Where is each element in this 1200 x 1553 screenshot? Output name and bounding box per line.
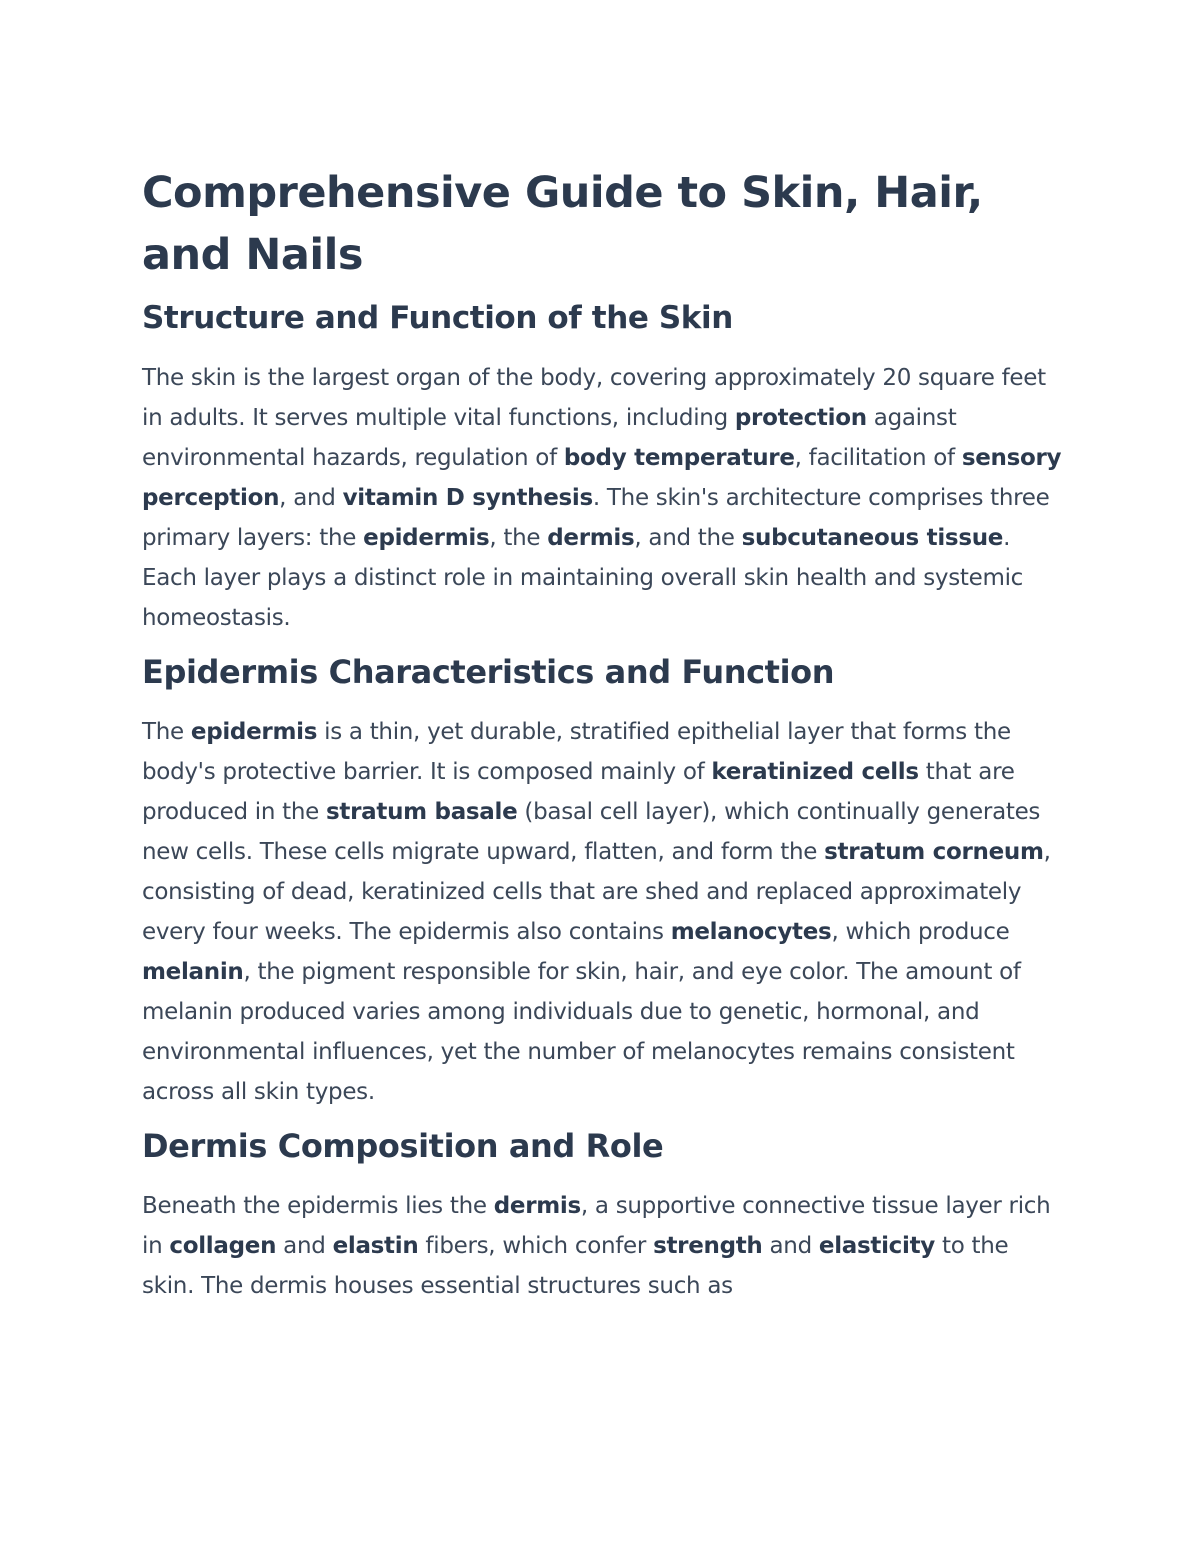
paragraph-text: fibers, which confer	[418, 1233, 654, 1259]
bold-term: dermis	[493, 1193, 581, 1219]
paragraph-text: that are produced in the	[142, 759, 1015, 825]
paragraph-text: , which produce	[831, 919, 1010, 945]
bold-term: epidermis	[190, 719, 318, 745]
bold-term: stratum basale	[326, 799, 518, 825]
paragraph-text: (basal cell layer), which continually generates new cells. These cells migrate upward, flatten, and form the	[142, 799, 1041, 865]
bold-term: melanocytes	[670, 919, 832, 945]
bold-term: strength	[653, 1233, 763, 1259]
bold-term: sensory perception	[142, 445, 1062, 511]
section-paragraph-skin-structure	[142, 358, 1062, 638]
paragraph-text: , and the	[634, 525, 742, 551]
document-page	[142, 162, 1062, 1318]
bold-term: epidermis	[363, 525, 490, 551]
paragraph-text: , consisting of dead, keratinized cells that are shed and replaced approximately every four weeks. The epidermis also contains	[142, 839, 1051, 945]
bold-term: subcutaneous tissue	[741, 525, 1004, 551]
paragraph-text: , and	[279, 485, 343, 511]
paragraph-text: , the	[489, 525, 548, 551]
paragraph-text: The skin is the largest organ of the body, covering approximately 20 square feet in adults. It serves multiple vital functions, including	[142, 365, 1046, 431]
paragraph-text: Beneath the epidermis lies the	[142, 1193, 494, 1219]
section-paragraph-dermis	[142, 1186, 1062, 1306]
paragraph-text: . Each layer plays a distinct role in maintaining overall skin health and systemic homeostasis.	[142, 525, 1024, 631]
paragraph-text: against environmental hazards, regulation of	[142, 405, 957, 471]
paragraph-text: , the pigment responsible for skin, hair, and eye color. The amount of melanin produced varies among individuals due to genetic, hormonal, and environmental influences, yet the number of melanocytes remains consistent across all skin types.	[142, 959, 1021, 1105]
bold-term: elasticity	[818, 1233, 935, 1259]
bold-term: keratinized cells	[711, 759, 919, 785]
bold-term: vitamin D synthesis	[342, 485, 593, 511]
paragraph-text: is a thin, yet durable, stratified epithelial layer that forms the body's protective barrier. It is composed mainly of	[142, 719, 1011, 785]
bold-term: collagen	[169, 1233, 277, 1259]
section-heading-dermis: Dermis Composition and Role	[142, 1127, 664, 1165]
paragraph-text: and	[276, 1233, 333, 1259]
paragraph-text: . The skin's architecture comprises three primary layers: the	[142, 485, 1050, 551]
paragraph-text: The	[142, 719, 191, 745]
paragraph-text: to the skin. The dermis houses essential structures such as	[142, 1233, 1009, 1299]
paragraph-text: , a supportive connective tissue layer rich in	[142, 1193, 1051, 1259]
bold-term: protection	[734, 405, 867, 431]
section-heading-epidermis: Epidermis Characteristics and Function	[142, 653, 835, 691]
bold-term: melanin	[142, 959, 244, 985]
section-heading-skin-structure: Structure and Function of the Skin	[142, 300, 733, 336]
section-paragraph-epidermis	[142, 712, 1062, 1112]
bold-term: stratum corneum	[824, 839, 1044, 865]
bold-term: body temperature	[563, 445, 795, 471]
bold-term: elastin	[332, 1233, 419, 1259]
bold-term: dermis	[547, 525, 635, 551]
paragraph-text: , facilitation of	[794, 445, 962, 471]
document-title: Comprehensive Guide to Skin, Hair, and Nails	[142, 168, 983, 280]
paragraph-text: and	[762, 1233, 819, 1259]
